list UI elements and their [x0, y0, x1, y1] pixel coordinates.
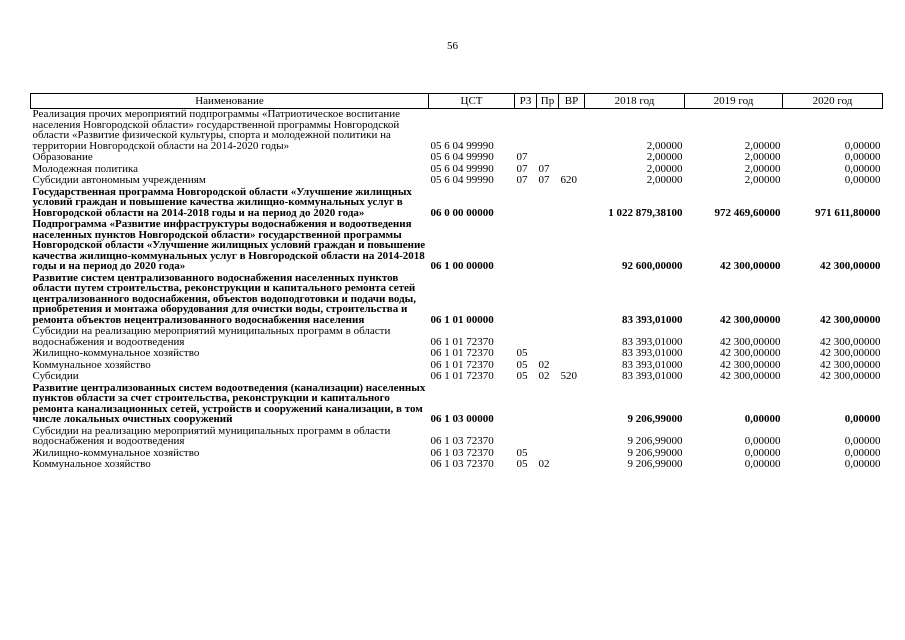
row-value-2019: 42 300,00000: [720, 347, 781, 359]
row-rz: [515, 219, 537, 273]
row-cst: 05 6 04 99990: [430, 162, 494, 175]
row-rz: [515, 187, 537, 220]
row-name: Подпрограмма «Развитие инфраструктуры водоснабжения и водоотведения населенных пунктов Новгородской области» государственной программы Новгородской области «Улучшение жилищных условий граждан и повышение качества жилищно-коммунальных услуг в Новгородской области на 2014-2018 годы и на период до 2020 года»: [32, 218, 426, 272]
row-value-2020: 0,00000: [844, 458, 881, 470]
row-value-2019: 42 300,00000: [720, 358, 781, 371]
row-value-2020: 0,00000: [844, 151, 881, 163]
row-cst: 05 6 04 99990: [430, 174, 494, 186]
row-pr: [537, 383, 559, 426]
row-rz: [515, 326, 537, 348]
row-value-2020: 42 300,00000: [820, 260, 881, 272]
header-2020: 2020 год: [783, 94, 883, 109]
row-value-2019: 972 469,60000: [714, 206, 781, 219]
row-vr: 520: [560, 370, 577, 382]
row-value-2018: 83 393,01000: [622, 358, 683, 371]
row-pr: [537, 152, 559, 164]
row-name: Субсидии на реализацию мероприятий муниципальных программ в области водоснабжения и водоотведения: [32, 325, 391, 348]
row-vr: [559, 426, 585, 448]
row-rz: 05: [516, 458, 528, 470]
row-value-2019: 0,00000: [744, 435, 781, 447]
row-value-2019: 42 300,00000: [720, 335, 781, 348]
row-value-2020: 971 611,80000: [815, 206, 881, 219]
row-pr: [537, 426, 559, 448]
row-vr: [559, 109, 585, 153]
row-value-2020: 0,00000: [844, 413, 881, 425]
table-row: [31, 326, 883, 348]
row-vr: [559, 383, 585, 426]
row-cst: 06 1 03 72370: [430, 458, 494, 470]
row-name: Молодежная политика: [32, 162, 139, 175]
row-rz: 05: [516, 358, 528, 371]
row-value-2018: 2,00000: [646, 162, 683, 175]
row-value-2018: 9 206,99000: [627, 413, 683, 425]
row-cst: 05 6 04 99990: [430, 151, 494, 163]
row-value-2018: 92 600,00000: [622, 260, 683, 272]
row-value-2018: 2,00000: [646, 139, 683, 152]
row-vr: [559, 273, 585, 327]
row-name: Коммунальное хозяйство: [32, 358, 151, 371]
row-rz: [515, 383, 537, 426]
page-number: 56: [447, 40, 458, 52]
row-value-2018: 83 393,01000: [622, 313, 683, 326]
row-name: Реализация прочих мероприятий подпрограммы «Патриотическое воспитание населения Новгородской области» государственной программы Новгородской области «Развитие физической культуры, спорта и молодежной политики на территории Новгородской области на 2014-2020 годы»: [32, 108, 401, 152]
row-value-2018: 9 206,99000: [627, 458, 683, 470]
row-vr: 620: [560, 174, 577, 186]
table-row: [31, 152, 883, 164]
row-cst: 06 1 03 00000: [430, 413, 494, 425]
row-value-2019: 42 300,00000: [720, 260, 781, 272]
row-rz: 05: [516, 446, 528, 459]
row-rz: [515, 426, 537, 448]
row-rz: 05: [516, 370, 528, 382]
row-value-2020: 0,00000: [844, 139, 881, 152]
row-value-2019: 2,00000: [744, 162, 781, 175]
row-pr: 02: [538, 370, 550, 382]
table-row: [31, 273, 883, 327]
row-vr: [559, 187, 585, 220]
row-value-2020: 0,00000: [844, 435, 881, 447]
row-cst: 06 1 01 72370: [430, 347, 494, 359]
table-row: [31, 219, 883, 273]
table-header-row: [31, 94, 883, 109]
row-value-2019: 0,00000: [744, 413, 781, 425]
row-name: Субсидии автономным учреждениям: [32, 174, 206, 186]
row-pr: [537, 273, 559, 327]
row-value-2020: 42 300,00000: [820, 358, 881, 371]
row-rz: [515, 273, 537, 327]
row-cst: 05 6 04 99990: [430, 139, 494, 152]
row-name: Государственная программа Новгородской области «Улучшение жилищных условий граждан и повышение качества жилищно-коммунальных услуг в Новгородской области на 2014-2018 годы и на период до 2020 года»: [32, 185, 412, 219]
row-value-2018: 9 206,99000: [627, 435, 683, 447]
row-value-2020: 42 300,00000: [820, 370, 881, 382]
row-value-2020: 0,00000: [844, 174, 881, 186]
row-pr: [537, 109, 559, 153]
row-value-2020: 0,00000: [844, 162, 881, 175]
table-row: [31, 371, 883, 383]
row-vr: [559, 448, 585, 460]
row-value-2018: 1 022 879,38100: [608, 206, 683, 219]
row-value-2019: 42 300,00000: [720, 313, 781, 326]
row-value-2019: 2,00000: [744, 174, 781, 186]
row-value-2018: 83 393,01000: [622, 370, 683, 382]
row-rz: 07: [516, 151, 528, 163]
row-value-2019: 0,00000: [744, 446, 781, 459]
row-cst: 06 1 01 72370: [430, 335, 494, 348]
table-body: [31, 109, 883, 471]
row-cst: 06 1 00 00000: [430, 260, 494, 272]
row-value-2020: 42 300,00000: [820, 335, 881, 348]
header-rz: РЗ: [515, 94, 537, 109]
row-cst: 06 1 03 72370: [430, 446, 494, 459]
row-cst: 06 0 00 00000: [430, 206, 494, 219]
row-value-2020: 42 300,00000: [820, 347, 881, 359]
row-pr: 07: [538, 162, 550, 175]
header-pr: Пр: [537, 94, 559, 109]
row-rz: 05: [516, 347, 528, 359]
row-name: Субсидии на реализацию мероприятий муниципальных программ в области водоснабжения и водоотведения: [32, 424, 391, 447]
row-name: Жилищно-коммунальное хозяйство: [32, 347, 200, 359]
table-row: [31, 187, 883, 220]
table-row: [31, 348, 883, 360]
row-value-2020: 42 300,00000: [820, 313, 881, 326]
row-value-2019: 0,00000: [744, 458, 781, 470]
row-value-2019: 2,00000: [744, 139, 781, 152]
row-value-2020: 0,00000: [844, 446, 881, 459]
header-cst: ЦСТ: [429, 94, 515, 109]
row-pr: 07: [538, 174, 550, 186]
row-cst: 06 1 03 72370: [430, 435, 494, 447]
table-row: [31, 459, 883, 471]
budget-table: [30, 93, 883, 471]
header-vr: ВР: [559, 94, 585, 109]
row-value-2018: 83 393,01000: [622, 347, 683, 359]
row-pr: [537, 348, 559, 360]
row-pr: 02: [538, 358, 550, 371]
row-name: Коммунальное хозяйство: [32, 458, 151, 470]
row-value-2018: 2,00000: [646, 174, 683, 186]
table-row: [31, 426, 883, 448]
row-pr: [537, 326, 559, 348]
row-vr: [559, 326, 585, 348]
row-vr: [559, 459, 585, 471]
row-name: Образование: [32, 151, 93, 163]
row-cst: 06 1 01 00000: [430, 313, 494, 326]
table-row: [31, 383, 883, 426]
header-name: Наименование: [31, 94, 429, 109]
row-value-2018: 83 393,01000: [622, 335, 683, 348]
row-pr: [537, 187, 559, 220]
row-rz: [515, 109, 537, 153]
row-pr: [537, 219, 559, 273]
row-vr: [559, 152, 585, 164]
row-value-2018: 2,00000: [646, 151, 683, 163]
row-value-2019: 42 300,00000: [720, 370, 781, 382]
table-row: [31, 109, 883, 153]
row-value-2019: 2,00000: [744, 151, 781, 163]
row-pr: 02: [538, 458, 550, 470]
row-rz: 07: [516, 162, 528, 175]
header-2018: 2018 год: [585, 94, 685, 109]
row-value-2018: 9 206,99000: [627, 446, 683, 459]
row-rz: 07: [516, 174, 528, 186]
row-name: Жилищно-коммунальное хозяйство: [32, 446, 200, 459]
row-cst: 06 1 01 72370: [430, 358, 494, 371]
row-cst: 06 1 01 72370: [430, 370, 494, 382]
row-vr: [559, 219, 585, 273]
row-name: Субсидии: [32, 370, 79, 382]
row-name: Развитие централизованных систем водоотведения (канализации) населенных пунктов области за счет строительства, реконструкции и капитального ремонта канализационных сетей, устройств и сооружений канализации, в том числе локальных очистных сооружений: [32, 381, 426, 425]
row-vr: [559, 348, 585, 360]
row-name: Развитие систем централизованного водоснабжения населенных пунктов области путем строительства, реконструкции и капитального ремонта сетей централизованного водоснабжения, объектов водоподготовки и подачи воды, приобретения и монтажа оборудования для очистки воды, строительства и ремонта объектов нецентрализованного водоснабжения населения: [32, 271, 417, 326]
table-row: [31, 175, 883, 187]
header-2019: 2019 год: [685, 94, 783, 109]
